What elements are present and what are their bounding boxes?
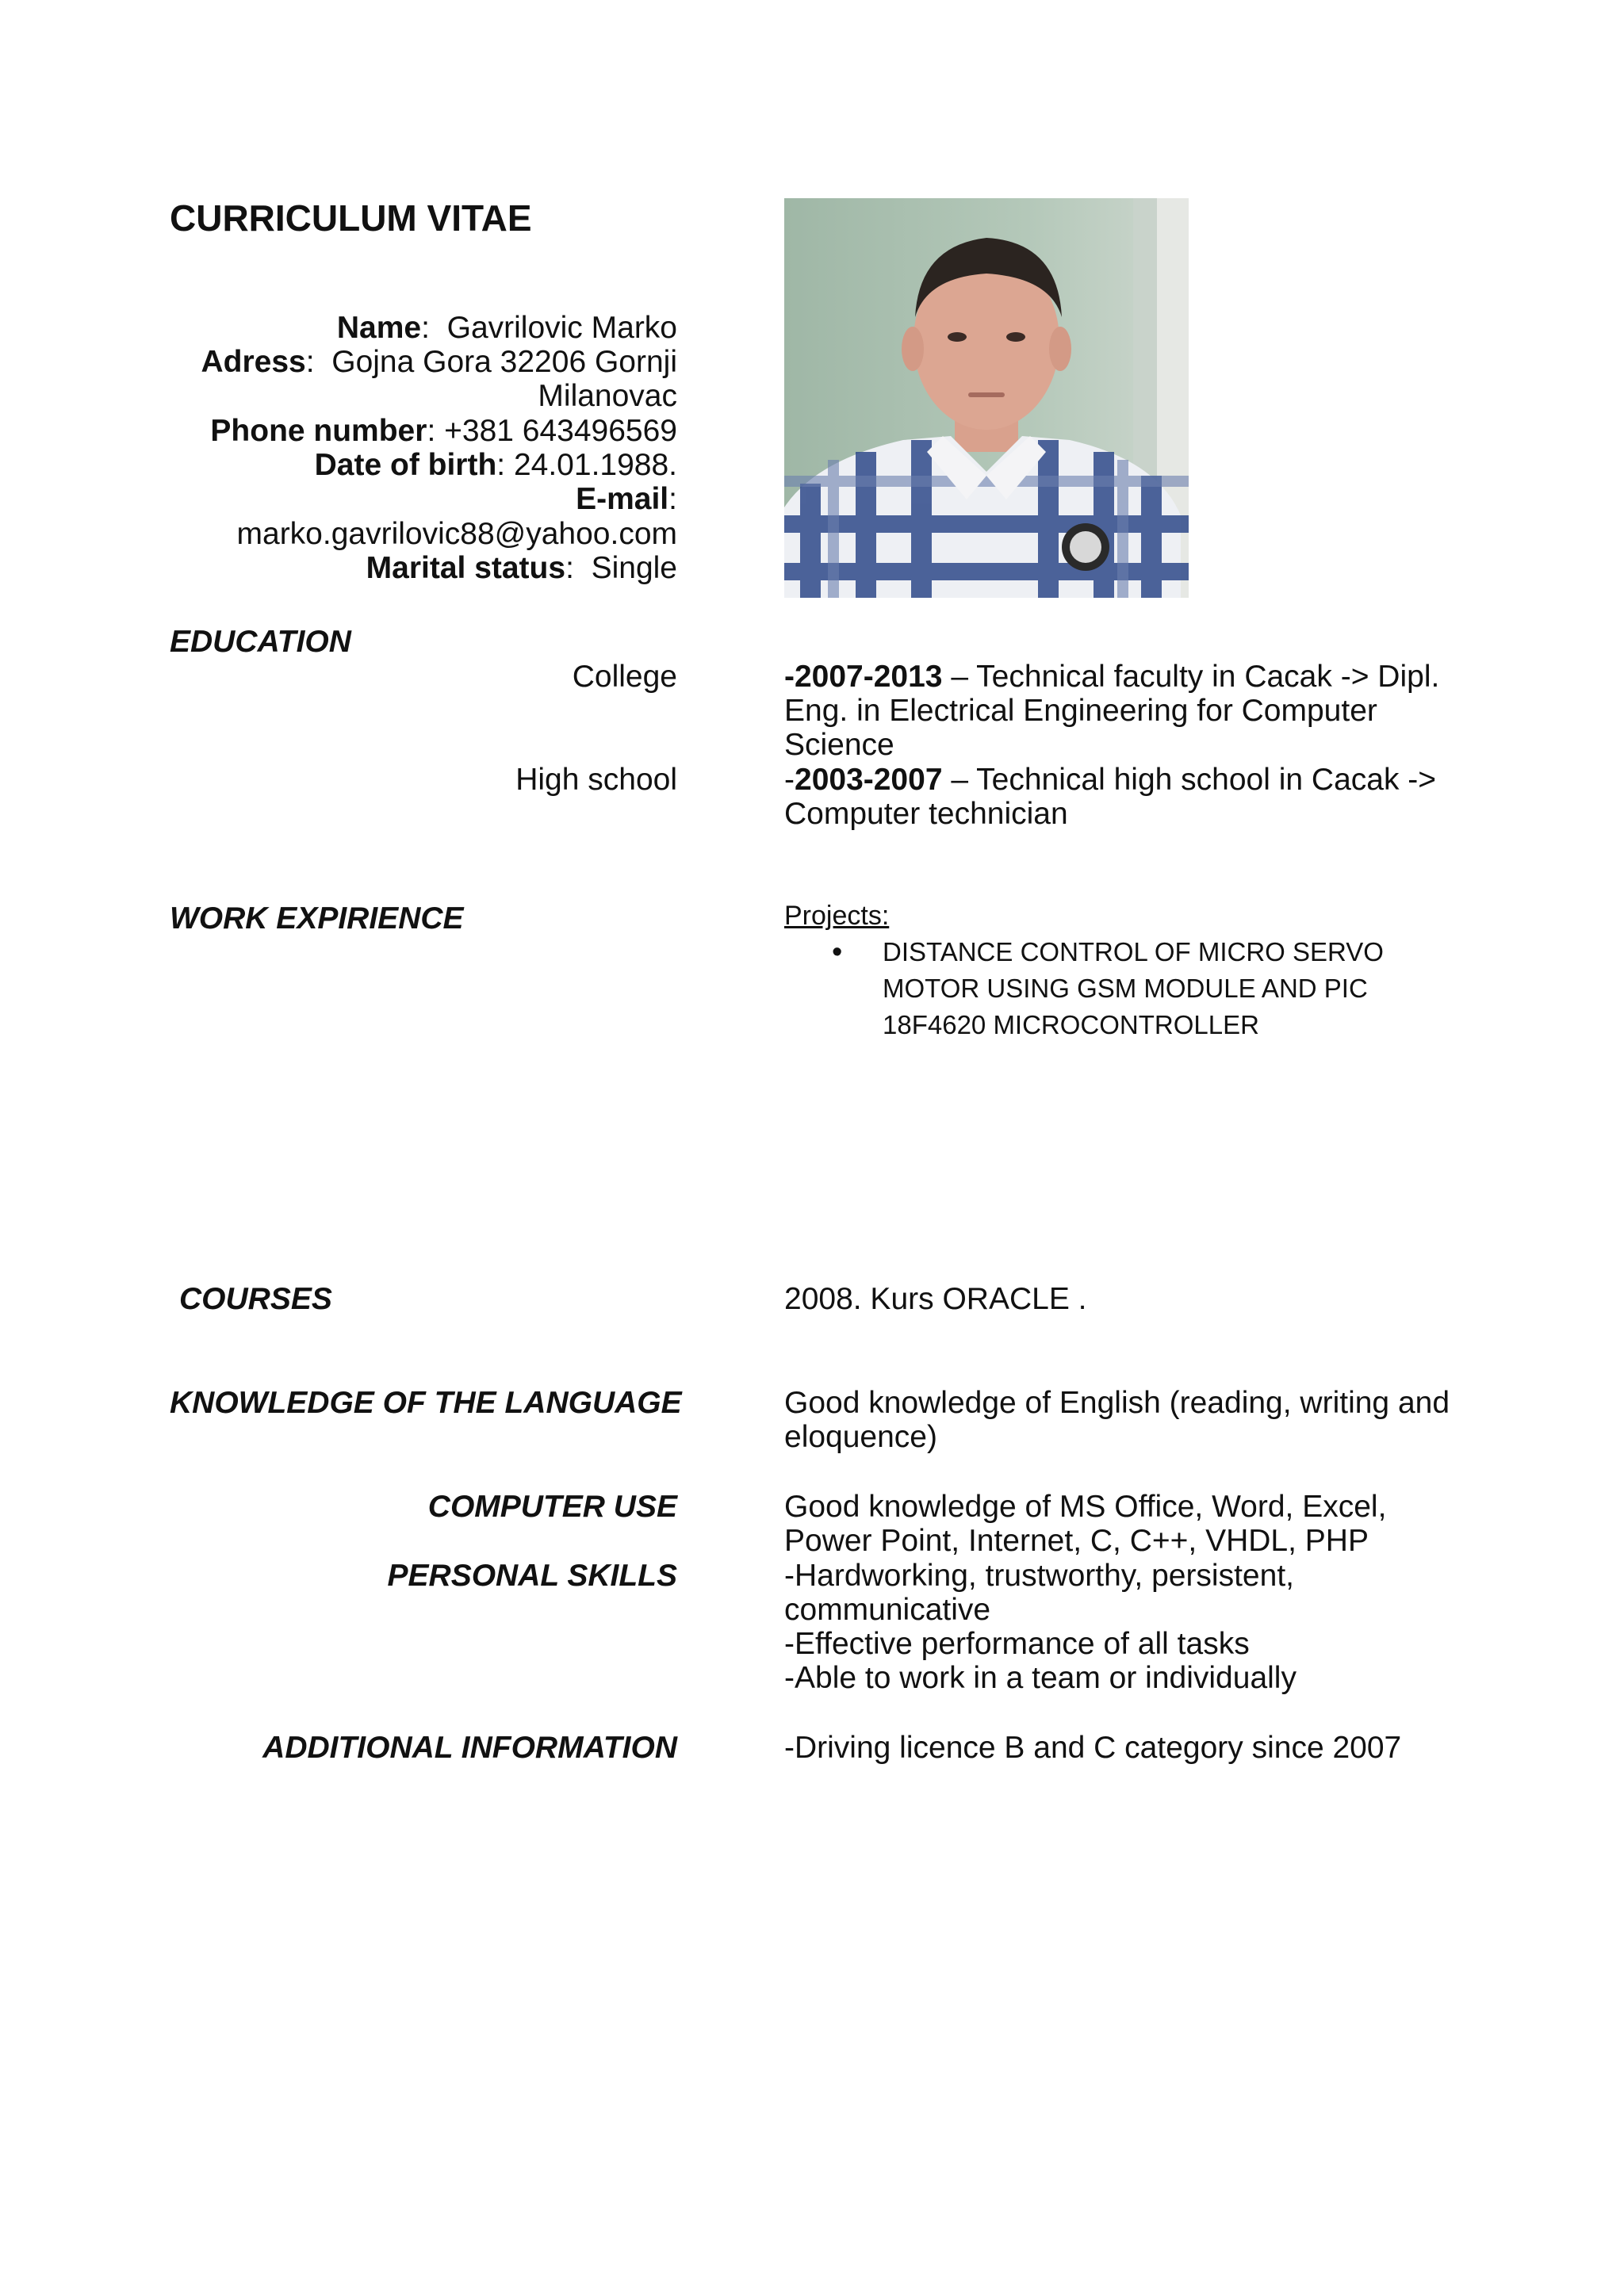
college-years: -2007-2013: [784, 660, 943, 694]
page-title: CURRICULUM VITAE: [170, 197, 532, 239]
dob-value: 24.01.1988.: [513, 448, 677, 482]
skills-line-3: -Effective performance of all tasks: [784, 1627, 1250, 1661]
education-highschool-entry: [784, 763, 1482, 831]
projects-label-text: Projects:: [784, 901, 890, 931]
personal-dob: Date of birth: 24.01.1988.: [314, 448, 677, 482]
phone-value: +381 643496569: [444, 414, 677, 448]
marital-value: Single: [591, 551, 677, 585]
personal-email-label-row: E-mail:: [576, 482, 677, 516]
profile-photo: [784, 198, 1189, 598]
projects-label: [784, 900, 1498, 932]
highschool-years: 2003-2007: [795, 763, 943, 797]
highschool-description: – Technical high school in Cacak -> Computer technician: [784, 763, 1437, 831]
additional-value: -Driving licence B and C category since 2007: [784, 1731, 1402, 1765]
section-heading-additional: ADDITIONAL INFORMATION: [262, 1731, 677, 1765]
section-heading-language: KNOWLEDGE OF THE LANGUAGE: [170, 1386, 682, 1420]
education-college-entry: [784, 660, 1482, 762]
section-heading-work: WORK EXPIRIENCE: [170, 901, 464, 936]
project-line-1: • DISTANCE CONTROL OF MICRO SERVO: [883, 937, 1384, 966]
portrait-illustration: [784, 198, 1189, 598]
skills-line-4: -Able to work in a team or individually: [784, 1661, 1297, 1695]
name-value: Gavrilovic Marko: [446, 311, 677, 345]
section-heading-computer: COMPUTER USE: [427, 1490, 677, 1524]
section-heading-education: EDUCATION: [170, 625, 351, 659]
personal-phone: Phone number: +381 643496569: [210, 414, 677, 448]
marital-label: Marital status: [366, 551, 566, 585]
section-heading-skills: PERSONAL SKILLS: [387, 1559, 677, 1593]
projects-list: [784, 934, 1498, 1043]
email-label: E-mail: [576, 482, 669, 516]
email-value: marko.gavrilovic88@yahoo.com: [236, 517, 677, 551]
address-label: Adress: [201, 345, 306, 379]
dob-label: Date of birth: [314, 448, 497, 482]
highschool-prefix: -: [784, 763, 795, 797]
language-value: Good knowledge of English (reading, writing and eloquence): [784, 1386, 1450, 1454]
college-description: – Technical faculty in Cacak -> Dipl. Eng. in Electrical Engineering for Computer Science: [784, 660, 1440, 762]
project-line-2: MOTOR USING GSM MODULE AND PIC: [883, 974, 1368, 1003]
address-value-line1: Gojna Gora 32206 Gornji: [331, 345, 677, 379]
skills-line-1: -Hardworking, trustworthy, persistent,: [784, 1559, 1294, 1593]
phone-label: Phone number: [210, 414, 427, 448]
section-heading-courses: COURSES: [179, 1282, 332, 1316]
computer-value: Good knowledge of MS Office, Word, Excel, Power Point, Internet, C, C++, VHDL, PHP: [784, 1490, 1387, 1558]
personal-marital: Marital status: Single: [366, 551, 677, 585]
education-college-label: College: [572, 660, 677, 694]
skills-line-2: communicative: [784, 1593, 991, 1627]
personal-name: Name: Gavrilovic Marko: [336, 311, 677, 345]
education-highschool-label: High school: [515, 763, 677, 797]
name-label: Name: [336, 311, 422, 345]
project-item: [784, 934, 1498, 1043]
courses-value: 2008. Kurs ORACLE .: [784, 1282, 1087, 1316]
address-value-line2: Milanovac: [538, 379, 677, 413]
personal-address: Adress: Gojna Gora 32206 Gornji: [201, 345, 677, 379]
project-line-3: 18F4620 MICROCONTROLLER: [883, 1010, 1259, 1039]
